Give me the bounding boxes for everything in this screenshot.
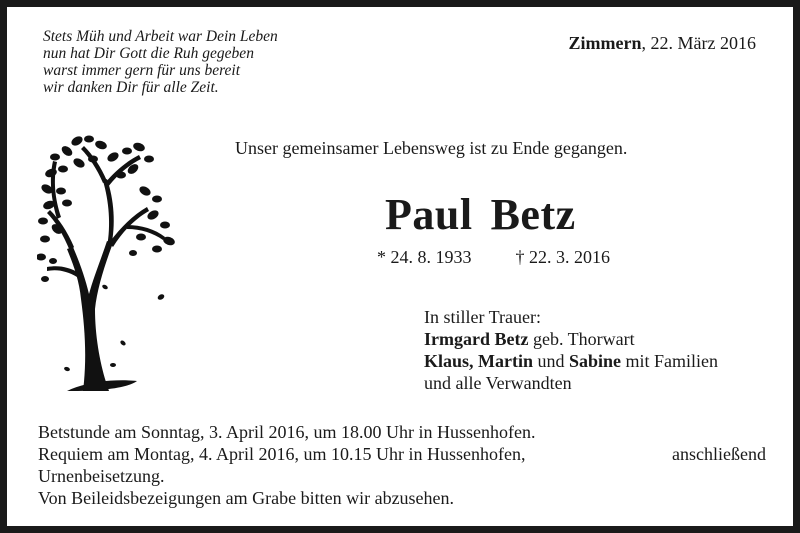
poem-line: wir danken Dir für alle Zeit. (43, 79, 219, 96)
last-name: Betz (490, 190, 576, 239)
mourner-line (424, 350, 718, 372)
mourner-name: Sabine (569, 351, 622, 371)
requiem-note (38, 443, 766, 465)
poem-line: Stets Müh und Arbeit war Dein Leben (43, 28, 278, 45)
lead-sentence: Unser gemeinsamer Lebensweg ist zu Ende gegangen. (235, 138, 628, 158)
mourner-name: Irmgard Betz (424, 329, 529, 349)
prayer-service-note: Betstunde am Sonntag, 3. April 2016, um 18.00 Uhr in Hussenhofen. (38, 422, 536, 442)
poem-line: warst immer gern für uns bereit (43, 62, 241, 79)
mourner-note: mit Familien (621, 351, 719, 371)
condolence-note: Von Beileidsbezeigungen am Grabe bitten wir abzusehen. (38, 488, 455, 508)
requiem-text: Requiem am Montag, 4. April 2016, um 10.15 Uhr in Hussenhofen, (38, 444, 526, 464)
poem-line: nun hat Dir Gott die Ruh gegeben (43, 45, 254, 62)
mourner-conjunction: und (533, 351, 570, 371)
mourners-block (424, 306, 718, 394)
mourner-note: geb. Thorwart (528, 329, 635, 349)
first-name: Paul (385, 190, 473, 239)
mourner-name: Klaus, Martin (424, 351, 534, 371)
tree-icon (37, 129, 177, 401)
birth-date: * 24. 8. 1933 (377, 247, 472, 267)
mourners-heading: In stiller Trauer: (424, 307, 541, 327)
deceased-name (385, 189, 576, 241)
place-and-date (569, 33, 756, 54)
memorial-poem (43, 28, 278, 96)
place-name: Zimmern (568, 33, 642, 53)
life-dates (377, 247, 610, 268)
service-notes (38, 421, 766, 509)
mourner-line: und alle Verwandten (424, 373, 572, 393)
mourner-line (424, 328, 718, 350)
requiem-text-end: anschließend (672, 444, 766, 464)
death-date: † 22. 3. 2016 (515, 247, 610, 267)
burial-note: Urnenbeisetzung. (38, 466, 165, 486)
notice-date: , 22. März 2016 (641, 33, 756, 53)
